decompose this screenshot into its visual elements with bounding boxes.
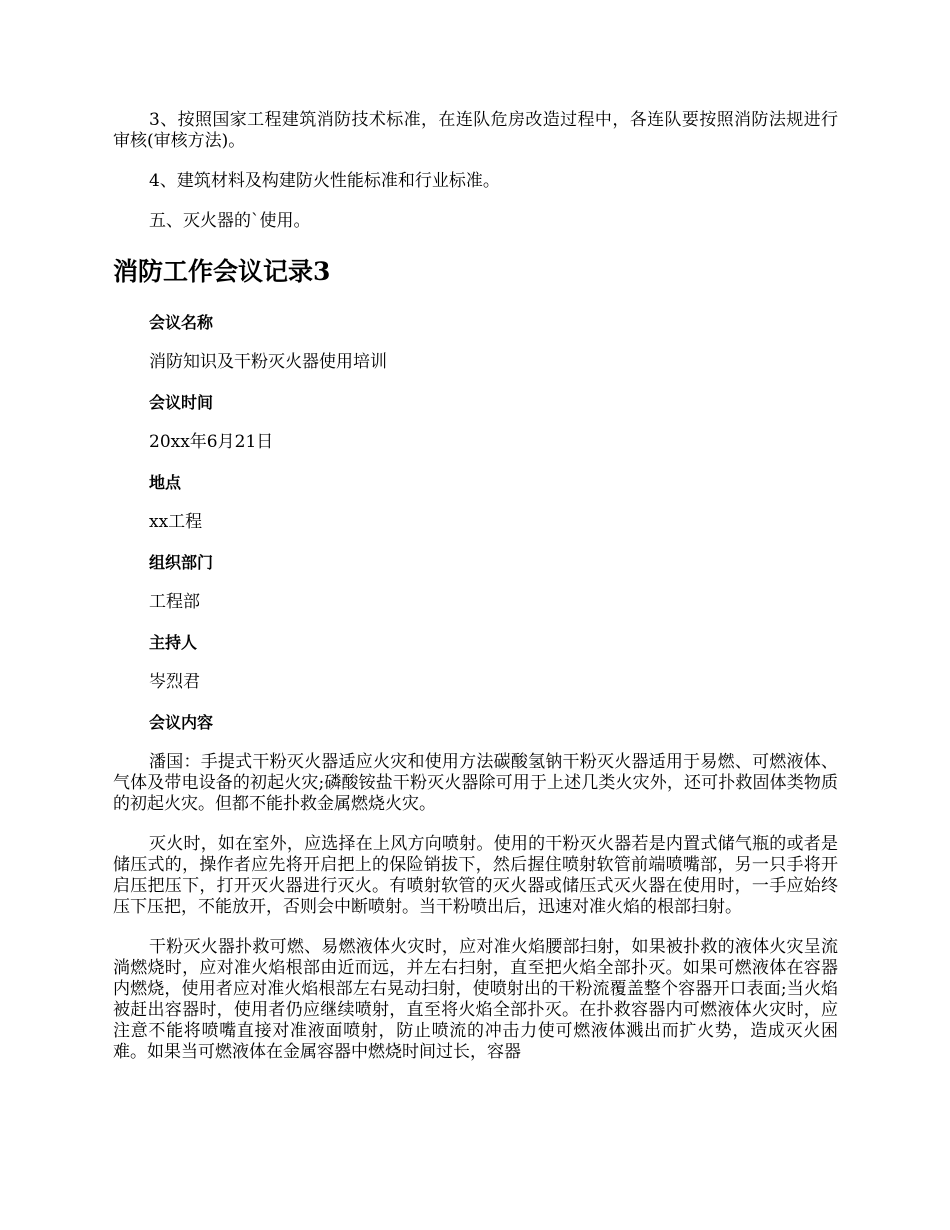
meeting-place-label: 地点 (149, 473, 182, 492)
meeting-dept-label: 组织部门 (149, 553, 214, 572)
meeting-host-label: 主持人 (149, 633, 198, 652)
meeting-time-label: 会议时间 (149, 393, 214, 412)
intro-paragraph-1: 3、按照国家工程建筑消防技术标准，在连队危房改造过程中，各连队要按照消防法规进行审核(审核方法)。 (113, 110, 838, 151)
meeting-host-value: 岑烈君 (149, 672, 200, 692)
meeting-name-label: 会议名称 (149, 313, 214, 332)
section-title: 消防工作会议记录3 (113, 257, 331, 286)
content-paragraph-3: 干粉灭火器扑救可燃、易燃液体火灾时，应对准火焰腰部扫射，如果被扑救的液体火灾呈流淌燃烧时，应对准火焰根部由近而远，并左右扫射，直至把火焰全部扑灭。如果可燃液体在容器内燃烧，使用者应对准火焰根部左右晃动扫射，使喷射出的干粉流覆盖整个容器开口表面;当火焰被赶出容器时，使用者仍应继续喷射，直至将火焰全部扑灭。在扑救容器内可燃液体火灾时，应注意不能将喷嘴直接对准液面喷射，防止喷流的冲击力使可燃液体溅出而扩火势，造成灭火困难。如果当可燃液体在金属容器中燃烧时间过长，容器 (113, 937, 838, 1062)
meeting-content-label: 会议内容 (149, 713, 214, 732)
content-paragraph-1: 潘国：手提式干粉灭火器适应火灾和使用方法碳酸氢钠干粉灭火器适用于易燃、可燃液体、气体及带电设备的初起火灾;磷酸铵盐干粉灭火器除可用于上述几类火灾外，还可扑救固体类物质的初起火灾。但都不能扑救金属燃烧火灾。 (113, 752, 838, 814)
meeting-place-value: xx工程 (149, 512, 203, 532)
intro-paragraph-2: 4、建筑材料及构建防火性能标准和行业标准。 (149, 171, 500, 191)
intro-paragraph-3: 五、灭火器的`使用。 (149, 211, 311, 231)
meeting-time-value: 20xx年6月21日 (149, 432, 274, 452)
content-paragraph-2: 灭火时，如在室外，应选择在上风方向喷射。使用的干粉灭火器若是内置式储气瓶的或者是储压式的，操作者应先将开启把上的保险销拔下，然后握住喷射软管前端喷嘴部，另一只手将开启压把压下，打开灭火器进行灭火。有喷射软管的灭火器或储压式灭火器在使用时，一手应始终压下压把，不能放开，否则会中断喷射。当干粉喷出后，迅速对准火焰的根部扫射。 (113, 834, 838, 917)
meeting-dept-value: 工程部 (149, 592, 200, 612)
meeting-name-value: 消防知识及干粉灭火器使用培训 (149, 352, 387, 372)
